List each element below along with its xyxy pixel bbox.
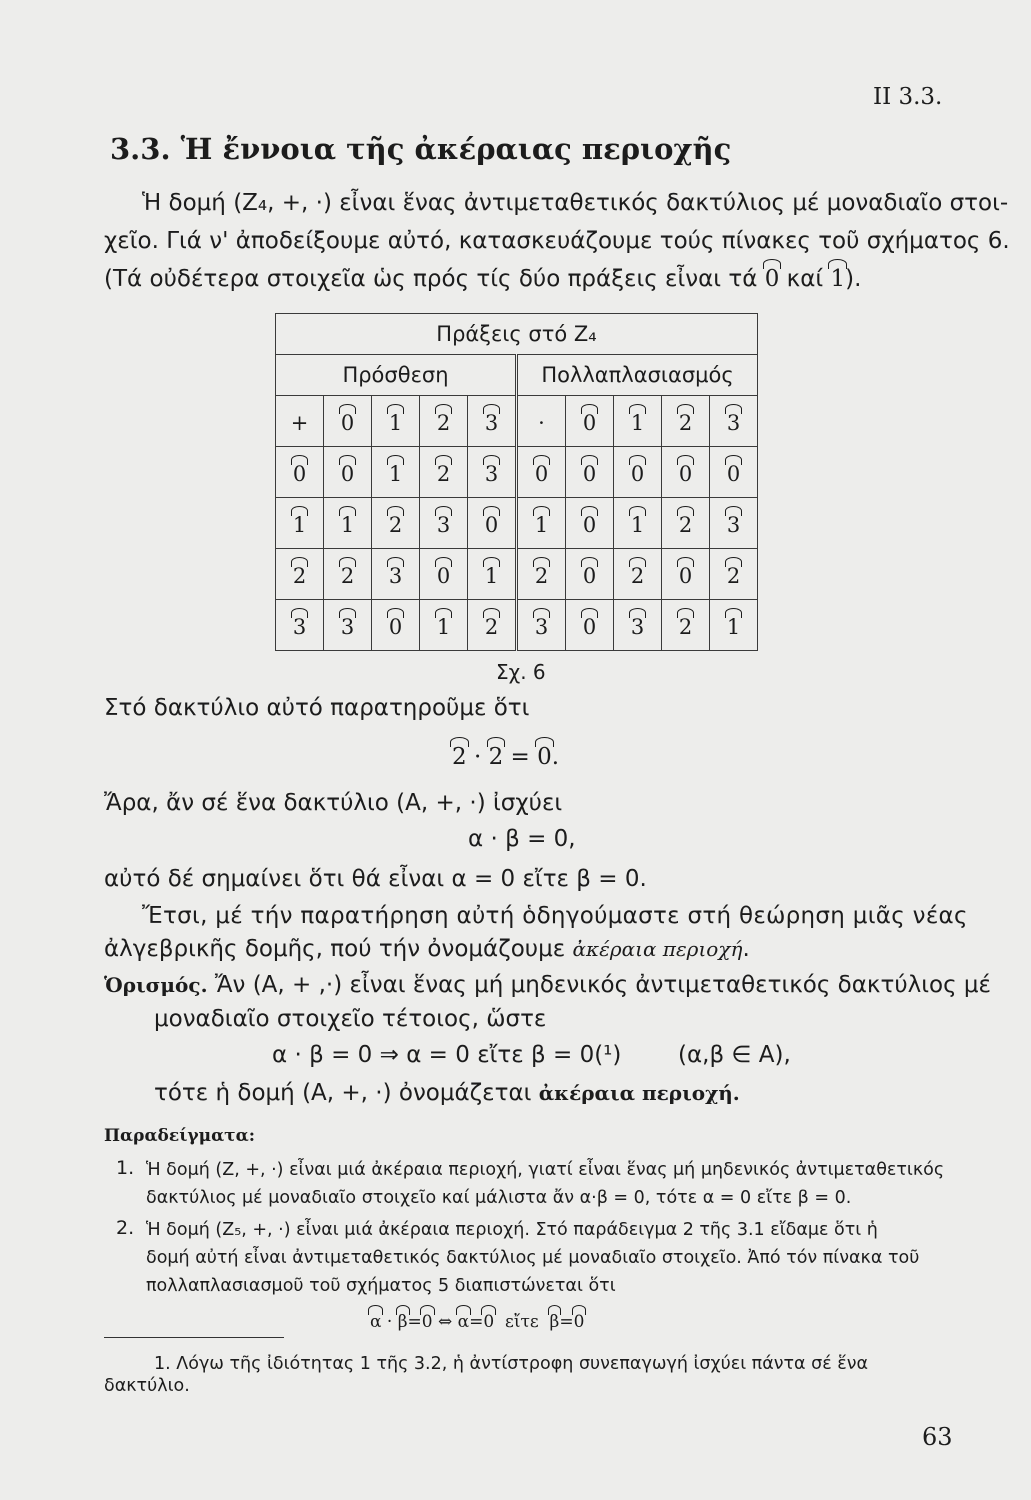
- intro-line-3: [104, 266, 861, 292]
- table-cell: 3: [614, 600, 662, 651]
- examples-heading: Παραδείγματα:: [104, 1126, 255, 1146]
- table-cell: 2: [662, 498, 710, 549]
- table-row: [276, 498, 758, 549]
- table-cell: 0: [468, 498, 517, 549]
- table-cell: 1: [614, 396, 662, 447]
- example-2-line-3: πολλαπλασιασμοῦ τοῦ σχήματος 5 διαπιστώνεται ὅτι: [146, 1276, 616, 1296]
- footnote-line-1: 1. Λόγω τῆς ἰδιότητας 1 τῆς 3.2, ἡ ἀντίστροφη συνεπαγωγή ἰσχύει πάντα σέ ἕνα: [154, 1354, 869, 1374]
- table-cell: 2: [517, 549, 566, 600]
- table-cell: 2: [614, 549, 662, 600]
- example-2-equivalence: α · β=0 ⇔ α=0 εἴτε β=0: [370, 1312, 585, 1332]
- ara-line: Ἄρα, ἄν σέ ἕνα δακτύλιο (A, +, ·) ἰσχύει: [104, 790, 563, 816]
- table-cell: 0: [566, 600, 614, 651]
- table-row: [276, 447, 758, 498]
- table-cell: 3: [468, 447, 517, 498]
- table-cell: 0: [372, 600, 420, 651]
- table-cell: 1: [710, 600, 758, 651]
- add-operator: +: [276, 396, 324, 447]
- table-cell: 2: [662, 600, 710, 651]
- table-cell: 0: [566, 498, 614, 549]
- footnote-line-2: δακτύλιο.: [104, 1376, 190, 1396]
- table-cell: 3: [420, 498, 468, 549]
- table-cell: 0: [324, 447, 372, 498]
- multiplication-label: Πολλαπλασιασμός: [517, 355, 758, 396]
- table-cell: 0: [420, 549, 468, 600]
- table-cell: 1: [517, 498, 566, 549]
- equation-2-times-2: 2 · 2 = 0.: [452, 744, 560, 770]
- definition-line-3: τότε ἡ δομή (A, +, ·) ὀνομάζεται ἀκέραια περιοχή.: [154, 1080, 740, 1106]
- definition-condition: (α,β ∈ A),: [678, 1042, 791, 1068]
- etsi-line-2: ἀλγεβρικῆς δομῆς, πού τήν ὀνομάζουμε ἀκέραια περιοχή.: [104, 936, 750, 962]
- example-1-line-2: δακτύλιος μέ μοναδιαῖο στοιχεῖο καί μάλιστα ἄν α·β = 0, τότε α = 0 εἴτε β = 0.: [146, 1188, 852, 1208]
- section-title: Ἡ ἔννοια τῆς ἀκέραιας περιοχῆς: [180, 132, 732, 166]
- footnote-rule: [104, 1337, 284, 1338]
- table-cell: 1: [614, 498, 662, 549]
- integral-domain-term: ἀκέραια περιοχή: [572, 937, 743, 961]
- intro-end: ).: [845, 266, 862, 292]
- table-cell: 0: [614, 447, 662, 498]
- integral-domain-bold: ἀκέραια περιοχή.: [538, 1081, 740, 1105]
- etsi-line-1: Ἔτσι, μέ τήν παρατήρηση αὐτή ὁδηγούμαστε στή θεώρηση μιᾶς νέας: [142, 903, 968, 929]
- table-row: [276, 549, 758, 600]
- table-row: [276, 600, 758, 651]
- intro-line-2: χεῖο. Γιά ν' ἀποδείξουμε αὐτό, κατασκευάζουμε τούς πίνακες τοῦ σχήματος 6.: [104, 228, 1010, 254]
- table-cell: 1: [420, 600, 468, 651]
- table-cell: 0: [324, 396, 372, 447]
- observe-line: Στό δακτύλιο αὐτό παρατηροῦμε ὅτι: [104, 695, 530, 721]
- operations-table: [275, 313, 758, 651]
- means-line: αὐτό δέ σημαίνει ὅτι θά εἶναι α = 0 εἴτε β = 0.: [104, 866, 647, 892]
- mul-operator: ·: [517, 396, 566, 447]
- intro-and: καί: [786, 266, 824, 292]
- definition-line-2: μοναδιαῖο στοιχεῖο τέτοιος, ὥστε: [154, 1006, 547, 1032]
- section-number: 3.3.: [110, 132, 171, 166]
- table-cell: 0: [710, 447, 758, 498]
- hat-one: 1: [830, 266, 846, 292]
- section-heading: [110, 132, 731, 166]
- table-cell: 2: [710, 549, 758, 600]
- hat-zero: 0: [764, 266, 780, 292]
- table-header-row: [276, 396, 758, 447]
- table-cell: 1: [468, 549, 517, 600]
- table-cell: 3: [517, 600, 566, 651]
- intro-line-3-text: (Τά οὐδέτερα στοιχεῖα ὡς πρός τίς δύο πράξεις εἶναι τά: [104, 266, 758, 292]
- table-cell: 2: [276, 549, 324, 600]
- equation-ab-zero: α · β = 0,: [468, 826, 576, 852]
- definition-formula: α · β = 0 ⇒ α = 0 εἴτε β = 0(¹): [272, 1042, 622, 1068]
- table-cell: 0: [662, 447, 710, 498]
- table-cell: 1: [372, 447, 420, 498]
- definition-label: Ὁρισμός.: [104, 973, 208, 997]
- table-cell: 0: [276, 447, 324, 498]
- table-cell: 0: [662, 549, 710, 600]
- addition-label: Πρόσθεση: [276, 355, 517, 396]
- table-cell: 2: [372, 498, 420, 549]
- table-cell: 1: [372, 396, 420, 447]
- table-cell: 1: [276, 498, 324, 549]
- table-cell: 2: [662, 396, 710, 447]
- running-head: II 3.3.: [873, 84, 943, 110]
- figure-caption: Σχ. 6: [496, 660, 546, 684]
- example-2-line-1: Ἡ δομή (Z₅, +, ·) εἶναι μιά ἀκέραια περιοχή. Στό παράδειγμα 2 τῆς 3.1 εἴδαμε ὅτι ἡ: [146, 1220, 878, 1240]
- table-cell: 0: [566, 396, 614, 447]
- table-cell: 0: [517, 447, 566, 498]
- table-cell: 2: [468, 600, 517, 651]
- table-cell: 3: [710, 498, 758, 549]
- intro-line-1: Ἡ δομή (Z₄, +, ·) εἶναι ἕνας ἀντιμεταθετικός δακτύλιος μέ μοναδιαῖο στοι-: [142, 190, 1009, 216]
- example-2-number: 2.: [116, 1217, 135, 1239]
- table-cell: 2: [420, 396, 468, 447]
- definition-line-1: Ὁρισμός. Ἄν (A, + ,·) εἶναι ἕνας μή μηδενικός ἀντιμεταθετικός δακτύλιος μέ: [104, 972, 991, 998]
- page-number: 63: [922, 1423, 953, 1451]
- example-2-line-2: δομή αὐτή εἶναι ἀντιμεταθετικός δακτύλιος μέ μοναδιαῖο στοιχεῖο. Ἀπό τόν πίνακα τοῦ: [146, 1248, 920, 1268]
- table-cell: 3: [276, 600, 324, 651]
- table-cell: 3: [710, 396, 758, 447]
- table-cell: 0: [566, 447, 614, 498]
- table-cell: 3: [372, 549, 420, 600]
- example-1-line-1: Ἡ δομή (Z, +, ·) εἶναι μιά ἀκέραια περιοχή, γιατί εἶναι ἕνας μή μηδενικός ἀντιμεταθετικός: [146, 1160, 945, 1180]
- table-cell: 0: [566, 549, 614, 600]
- table-cell: 1: [324, 498, 372, 549]
- table-cell: 2: [420, 447, 468, 498]
- table-title: Πράξεις στό Z₄: [276, 314, 758, 355]
- table-cell: 3: [324, 600, 372, 651]
- table-cell: 2: [324, 549, 372, 600]
- example-1-number: 1.: [116, 1157, 135, 1179]
- table-cell: 3: [468, 396, 517, 447]
